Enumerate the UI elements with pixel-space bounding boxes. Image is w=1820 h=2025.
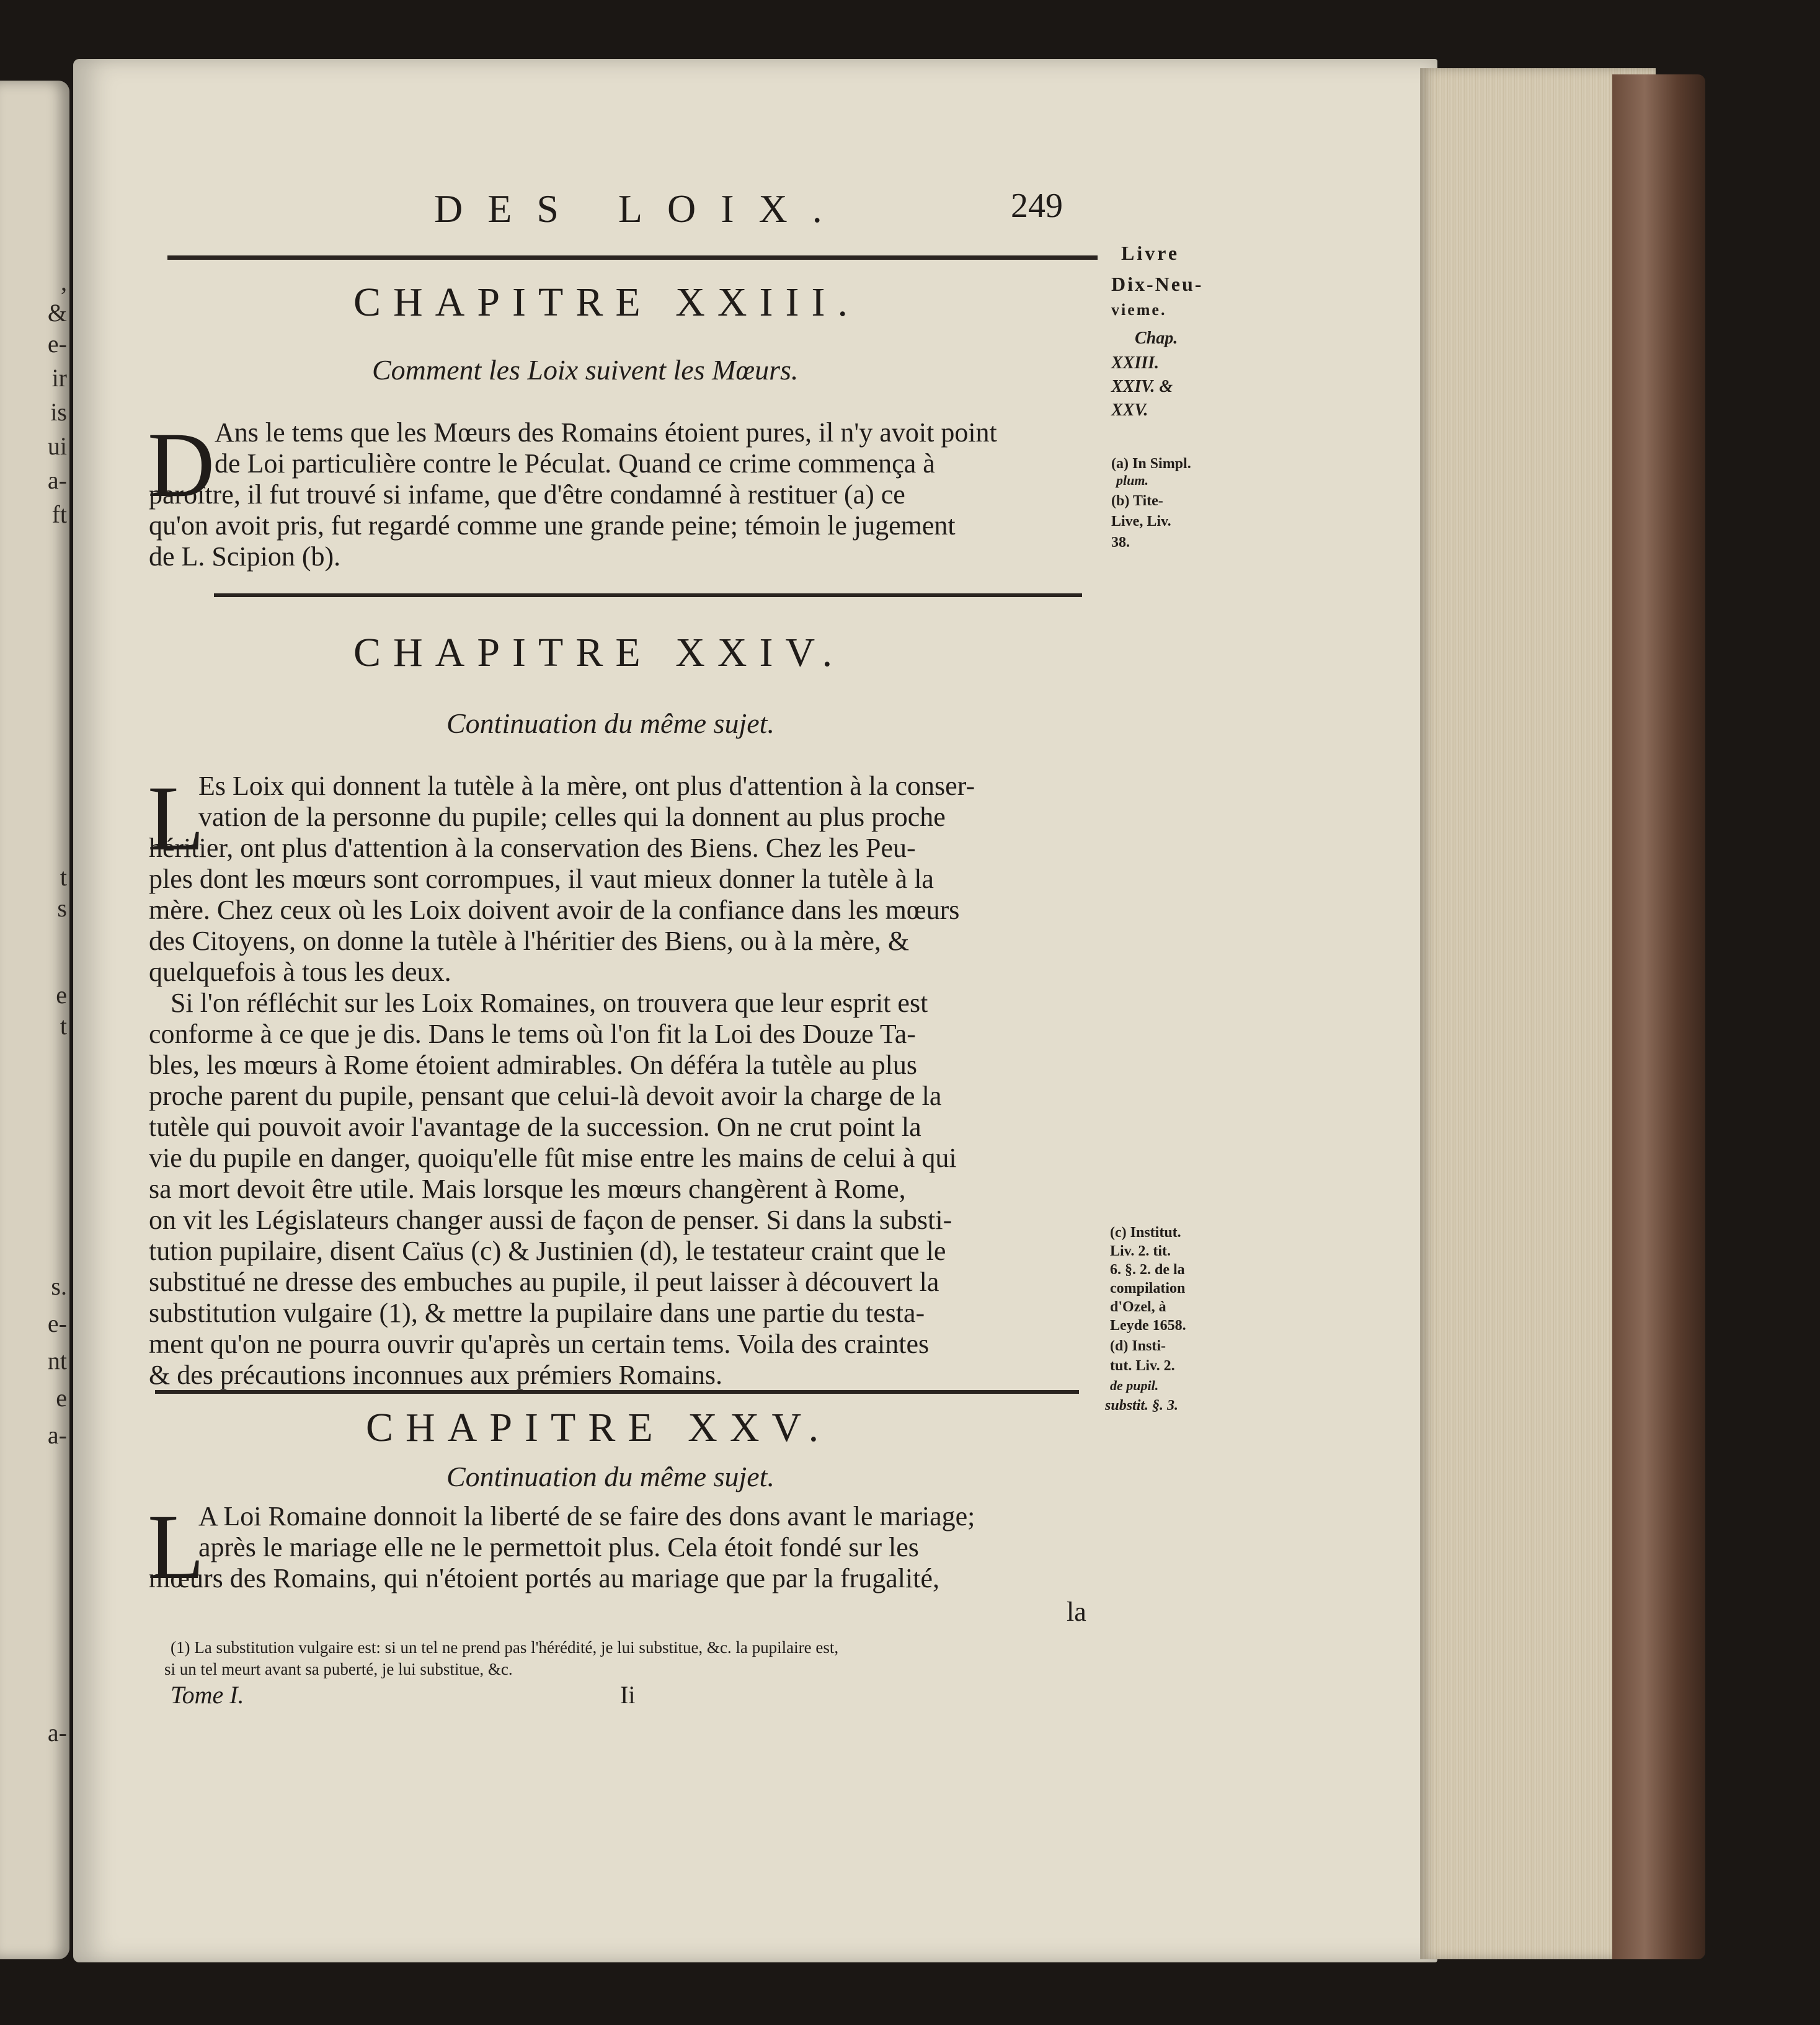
left-fragment: a- (47, 466, 67, 494)
footnote-line: si un tel meurt avant sa puberté, je lui substitue, &c. (164, 1660, 513, 1678)
left-fragment: s. (51, 1272, 67, 1300)
header-rule (167, 255, 1098, 260)
margin-note: 38. (1111, 534, 1130, 551)
chapter-title: CHAPITRE XXIII. (353, 280, 860, 325)
text-line: proche parent du pupile, pensant que celui-là devoit avoir la charge de la (149, 1081, 942, 1111)
text-line: ment qu'on ne pourra ouvrir qu'après un certain tems. Voila des craintes (149, 1329, 930, 1359)
tome-label: Tome I. (171, 1681, 244, 1709)
text-line: tutèle qui pouvoit avoir l'avantage de la succession. On ne crut point la (149, 1112, 921, 1142)
text-line: qu'on avoit pris, fut regardé comme une grande peine; témoin le jugement (149, 510, 956, 541)
chapter-rule (214, 593, 1082, 597)
text-line: des Citoyens, on donne la tutèle à l'héritier des Biens, ou à la mère, & (149, 926, 910, 956)
margin-note: (d) Insti- (1110, 1338, 1166, 1354)
left-fragment: s (57, 894, 67, 922)
chapter-title: CHAPITRE XXV. (366, 1405, 832, 1450)
margin-chap: Chap. (1135, 329, 1178, 348)
left-fragment: t (60, 1012, 67, 1040)
margin-note: tut. Liv. 2. (1110, 1358, 1175, 1374)
text-line: Ans le tems que les Mœurs des Romains étoient pures, il n'y avoit point (215, 417, 997, 448)
left-fragment: ir (51, 364, 67, 392)
drop-cap: L (148, 767, 205, 870)
left-fragment: a- (47, 1421, 67, 1449)
margin-note: substit. §. 3. (1105, 1398, 1179, 1414)
margin-note: plum. (1116, 472, 1148, 488)
text-line: vie du pupile en danger, quoiqu'elle fût mise entre les mains de celui à qui (149, 1143, 957, 1173)
text-line: mère. Chez ceux où les Loix doivent avoir de la confiance dans les mœurs (149, 895, 960, 925)
left-fragment: & (47, 299, 67, 327)
margin-note: (b) Tite- (1111, 493, 1163, 509)
left-fragment: is (50, 398, 67, 426)
text-line: mœurs des Romains, qui n'étoient portés au mariage que par la frugalité, (149, 1563, 940, 1593)
chapter-subtitle: Comment les Loix suivent les Mœurs. (372, 354, 799, 386)
text-line: Es Loix qui donnent la tutèle à la mère, ont plus d'attention à la conser- (198, 771, 975, 801)
margin-note: d'Ozel, à (1110, 1299, 1166, 1315)
text-line: on vit les Législateurs changer aussi de façon de penser. Si dans la substi- (149, 1205, 952, 1235)
text-line: bles, les mœurs à Rome étoient admirables. On déféra la tutèle au plus (149, 1050, 917, 1080)
footnote-line: (1) La substitution vulgaire est: si un tel ne prend pas l'hérédité, je lui substitue, &c. la pupilaire est, (171, 1638, 839, 1657)
text-line: vation de la personne du pupile; celles qui la donnent au plus proche (198, 802, 946, 832)
drop-cap: L (148, 1495, 205, 1598)
drop-cap: D (148, 414, 215, 516)
chapter-subtitle: Continuation du même sujet. (446, 707, 775, 739)
margin-chap: XXIV. & (1111, 377, 1173, 396)
left-page-edge (0, 81, 69, 1959)
margin-livre: Dix-Neu- (1111, 273, 1204, 295)
margin-note: (c) Institut. (1110, 1225, 1181, 1241)
text-line: après le mariage elle ne le permettoit plus. Cela étoit fondé sur les (198, 1532, 919, 1562)
text-line: ples dont les mœurs sont corrompues, il vaut mieux donner la tutèle à la (149, 864, 934, 894)
text-line: héritier, ont plus d'attention à la conservation des Biens. Chez les Peu- (149, 833, 916, 863)
margin-note: compilation (1110, 1280, 1186, 1296)
chapter-rule (155, 1390, 1079, 1394)
margin-note: 6. §. 2. de la (1110, 1262, 1185, 1278)
text-line: de L. Scipion (b). (149, 541, 341, 572)
text-line: Si l'on réfléchit sur les Loix Romaines, on trouvera que leur esprit est (171, 988, 928, 1018)
running-title: DES LOIX. (434, 187, 847, 231)
chapter-subtitle: Continuation du même sujet. (446, 1461, 775, 1492)
margin-chap: XXIII. (1111, 353, 1160, 373)
left-fragment: e- (47, 1309, 67, 1337)
text-line: paroître, il fut trouvé si infame, que d'être condamné à restituer (a) ce (149, 479, 905, 510)
text-line: substitué ne dresse des embuches au pupile, il peut laisser à découvert la (149, 1267, 939, 1297)
margin-chap: XXV. (1111, 401, 1148, 420)
signature-mark: Ii (620, 1681, 636, 1709)
text-line: & des précautions inconnues aux prémiers Romains. (149, 1360, 723, 1390)
margin-note: de pupil. (1110, 1378, 1159, 1393)
left-fragment: a- (47, 1719, 67, 1747)
page-number: 249 (1011, 187, 1063, 225)
margin-note: Live, Liv. (1111, 513, 1171, 530)
left-fragment: , (61, 268, 67, 296)
margin-note: Leyde 1658. (1110, 1318, 1186, 1334)
left-fragment: t (60, 863, 67, 891)
text-line: tution pupilaire, disent Caïus (c) & Justinien (d), le testateur craint que le (149, 1236, 946, 1266)
text-line: conforme à ce que je dis. Dans le tems où l'on fit la Loi des Douze Ta- (149, 1019, 916, 1049)
text-line: A Loi Romaine donnoit la liberté de se faire des dons avant le mariage; (198, 1501, 975, 1531)
text-line: sa mort devoit être utile. Mais lorsque les mœurs changèrent à Rome, (149, 1174, 906, 1204)
text-line: quelquefois à tous les deux. (149, 957, 451, 987)
left-fragment: ft (51, 500, 67, 528)
margin-note: Liv. 2. tit. (1110, 1243, 1171, 1259)
catchword: la (1067, 1597, 1086, 1627)
left-fragment: nt (47, 1347, 67, 1375)
margin-livre: Livre (1121, 242, 1180, 264)
book-cover-edge (1612, 74, 1705, 1959)
text-line: substitution vulgaire (1), & mettre la pupilaire dans une partie du testa- (149, 1298, 925, 1328)
left-fragment: e (56, 981, 67, 1009)
chapter-title: CHAPITRE XXIV. (353, 630, 845, 675)
left-fragment: e- (47, 330, 67, 358)
left-fragment: e (56, 1384, 67, 1412)
text-line: de Loi particulière contre le Péculat. Quand ce crime commença à (215, 448, 935, 479)
margin-note: (a) In Simpl. (1111, 456, 1191, 472)
left-fragment: ui (47, 432, 67, 460)
margin-livre: vieme. (1111, 301, 1167, 319)
